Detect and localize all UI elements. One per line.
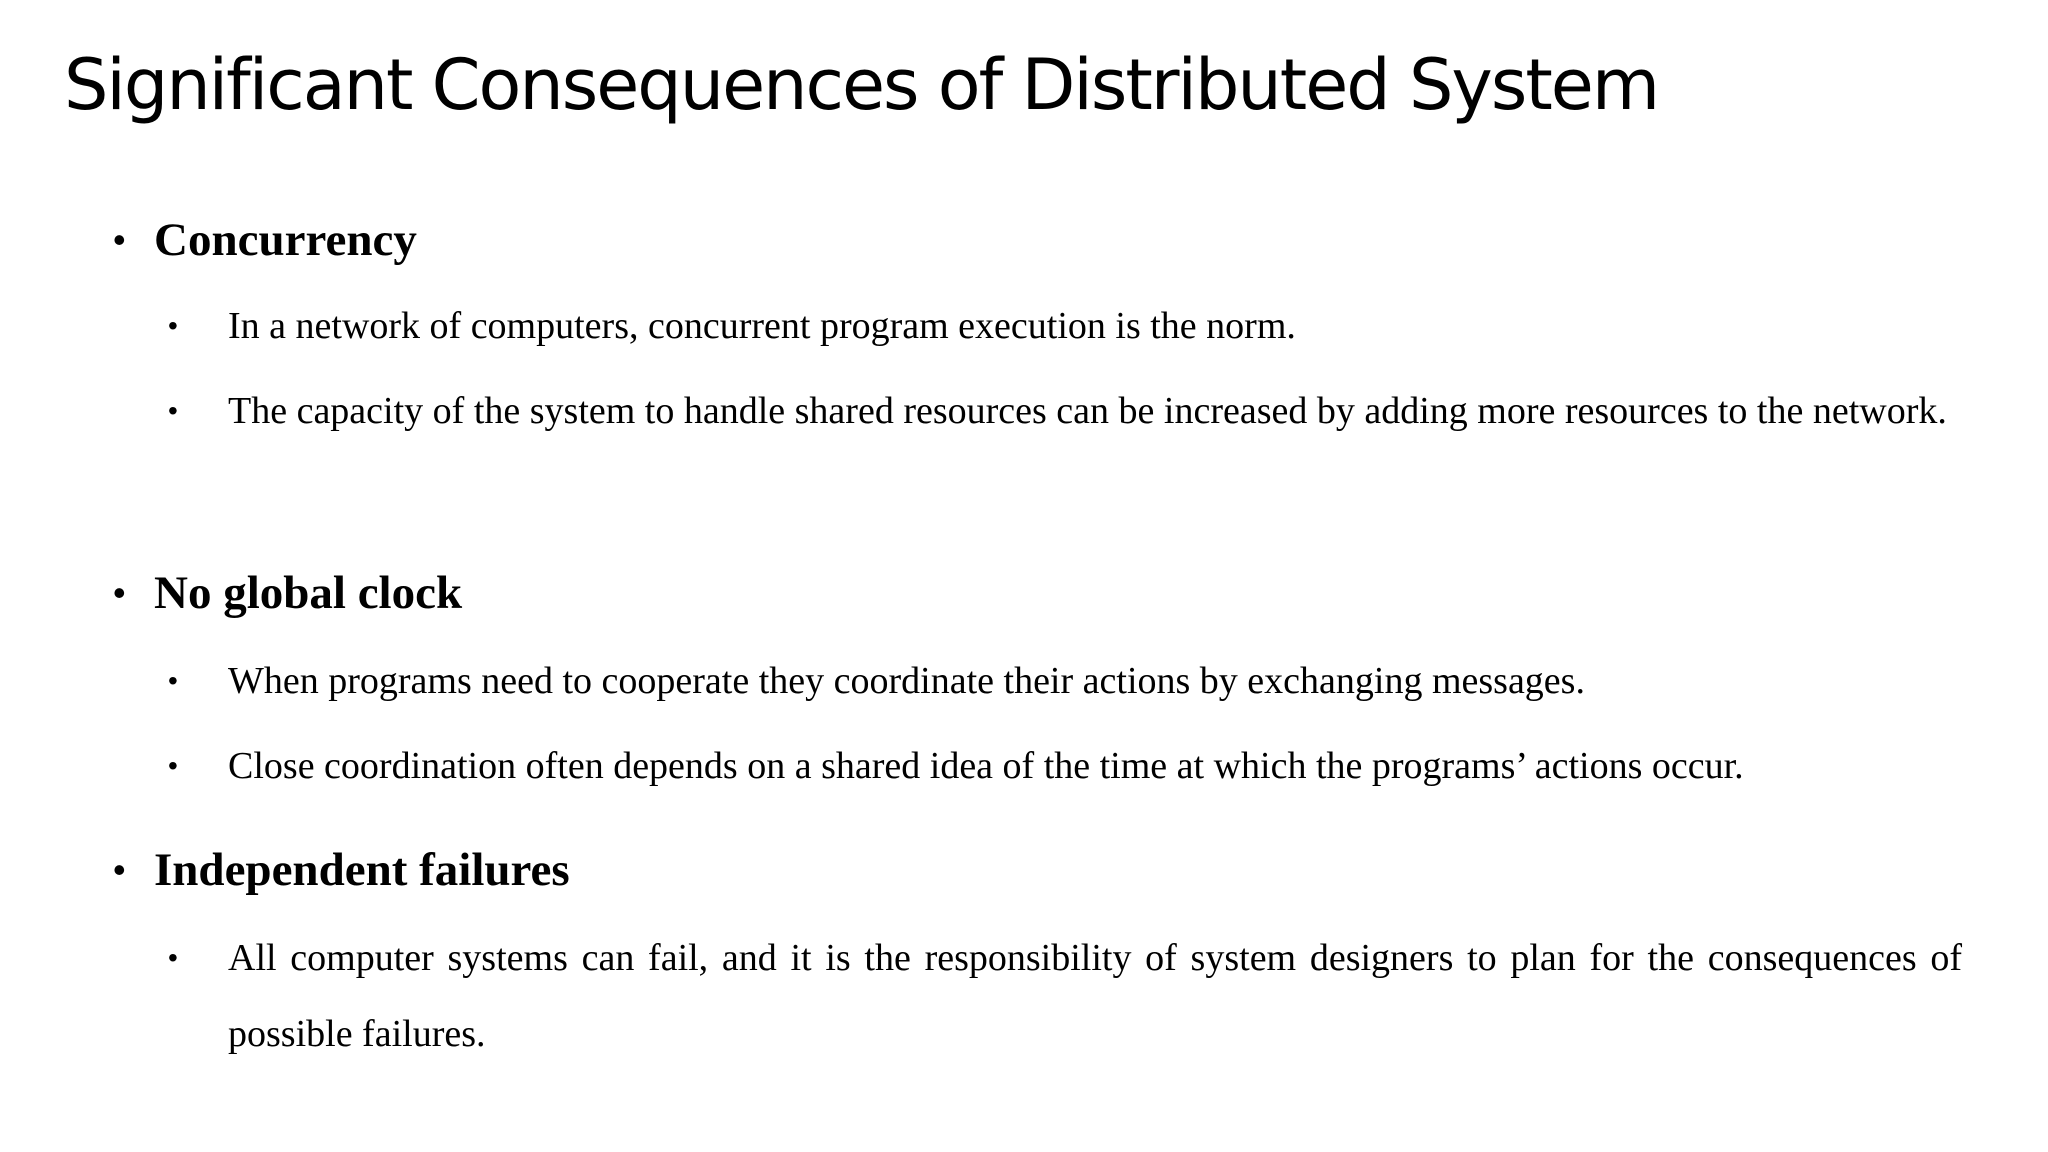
bullet-icon: • (168, 395, 178, 426)
bullet-icon: • (168, 310, 178, 341)
bullet-icon: • (113, 219, 126, 260)
bullet-icon: • (113, 572, 126, 613)
section-heading-label: Independent failures (154, 844, 570, 896)
list-item-text: In a network of computers, concurrent program execution is the norm. (228, 305, 1296, 347)
section-heading-label: Concurrency (154, 214, 417, 266)
list-item-text: The capacity of the system to handle shared resources can be increased by adding more resources to the network. (228, 390, 1947, 432)
list-item (168, 288, 1962, 364)
bullet-icon: • (168, 750, 178, 781)
list-item-text: Close coordination often depends on a shared idea of the time at which the programs’ actions occur. (228, 745, 1744, 787)
bullet-icon: • (113, 849, 126, 890)
section-heading-label: No global clock (154, 567, 463, 619)
list-item-text: All computer systems can fail, and it is the responsibility of system designers to plan for the consequences of possible failures. (228, 937, 1962, 1055)
list-item (168, 728, 1962, 804)
list-item (168, 643, 1962, 719)
list-item-text: When programs need to cooperate they coordinate their actions by exchanging messages. (228, 660, 1585, 702)
bullet-icon: • (168, 942, 178, 973)
bullet-icon: • (168, 665, 178, 696)
list-item (168, 373, 1962, 449)
slide-title: Significant Consequences of Distributed System (64, 44, 1659, 126)
list-item (168, 920, 1962, 1072)
